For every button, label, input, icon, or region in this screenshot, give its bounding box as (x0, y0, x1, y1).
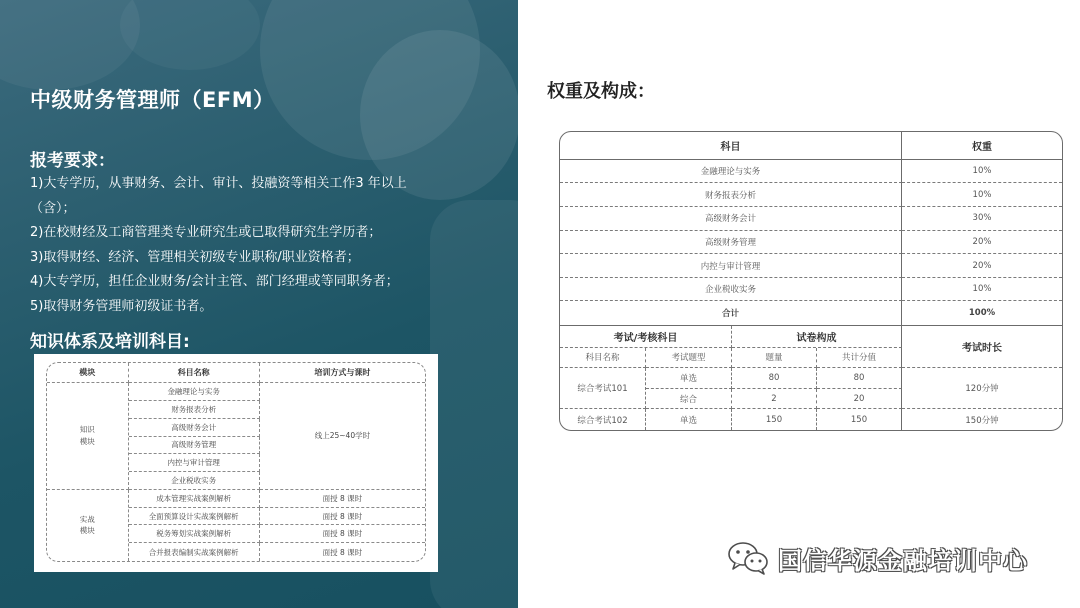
weights-table (559, 131, 1063, 431)
table-row (560, 254, 1062, 278)
exam-name-cell: 综合考试102 (560, 409, 646, 430)
wechat-icon (726, 540, 770, 576)
table-header-cell: 模块 (47, 363, 129, 383)
exam-name-cell: 综合考试101 (560, 368, 646, 409)
exam-subheader-cell: 考试题型 (646, 348, 732, 369)
module-cell (47, 383, 129, 490)
exam-count-cell: 2 (732, 389, 817, 410)
subject-cell: 内控与审计管理 (560, 254, 902, 278)
table-header-cell: 科目名称 (129, 363, 260, 383)
table-header-row (47, 363, 425, 383)
subject-cell: 高级财务管理 (129, 437, 260, 455)
footer-logo-text: 国信华源金融培训中心 (778, 546, 1028, 575)
knowledge-table (46, 362, 426, 562)
exam-type-cell: 单选 (646, 409, 732, 430)
background-shape (120, 0, 260, 70)
total-value: 100% (902, 301, 1062, 326)
exam-subheader-cell: 科目名称 (560, 348, 646, 369)
exam-type-cell: 单选 (646, 368, 732, 389)
subject-cell: 高级财务会计 (129, 419, 260, 437)
page-title: 中级财务管理师（EFM） (30, 88, 275, 112)
exam-row (560, 368, 1062, 389)
subject-cell: 全面预算设计实战案例解析 (129, 508, 260, 526)
table-row (47, 490, 425, 508)
weight-cell: 30% (902, 207, 1062, 231)
exam-subheader-cell: 题量 (732, 348, 817, 369)
table-row (560, 160, 1062, 184)
exam-score-cell: 20 (817, 389, 902, 410)
requirement-item: 1)大专学历，从事财务、会计、审计、投融资等相关工作3 年以上（含）； (30, 176, 407, 216)
exam-paper-header: 试卷构成 (732, 326, 902, 348)
table-header-row (560, 132, 1062, 160)
requirement-item: 3)取得财经、经济、管理相关初级专业职称/职业资格者； (30, 249, 360, 265)
table-row (560, 207, 1062, 231)
exam-score-cell: 80 (817, 368, 902, 389)
exam-subheader-cell: 共计分值 (817, 348, 902, 369)
subject-cell: 财务报表分析 (560, 183, 902, 207)
requirement-item: 5)取得财务管理师初级证书者。 (30, 298, 213, 314)
weight-cell: 20% (902, 254, 1062, 278)
subject-cell: 企业税收实务 (560, 278, 902, 302)
subject-cell: 税务筹划实战案例解析 (129, 525, 260, 543)
requirements-heading: 报考要求： (30, 151, 115, 171)
method-cell: 面授 8 课时 (260, 525, 425, 543)
subject-cell: 成本管理实战案例解析 (129, 490, 260, 508)
subject-cell: 金融理论与实务 (129, 383, 260, 401)
subject-cell: 高级财务会计 (560, 207, 902, 231)
exam-score-cell: 150 (817, 409, 902, 430)
total-row (560, 301, 1062, 326)
table-row (47, 383, 425, 401)
subject-cell: 金融理论与实务 (560, 160, 902, 184)
subject-cell: 企业税收实务 (129, 472, 260, 490)
background-shape (0, 0, 140, 90)
module-label: 实战 模块 (79, 515, 95, 536)
exam-type-cell: 综合 (646, 389, 732, 410)
knowledge-table-card (34, 354, 438, 572)
method-cell: 面授 8 课时 (322, 547, 363, 557)
exam-duration-header: 考试时长 (902, 326, 1062, 368)
table-row (560, 183, 1062, 207)
exam-duration-cell: 120分钟 (902, 368, 1062, 409)
method-cell: 面授 8 课时 (260, 490, 425, 508)
exam-duration-cell: 150分钟 (965, 415, 999, 426)
weight-cell: 10% (902, 183, 1062, 207)
requirements-list (30, 172, 450, 319)
table-row (560, 231, 1062, 255)
exam-header-row (560, 326, 1062, 348)
requirement-item: 2)在校财经及工商管理类专业研究生或已取得研究生学历者； (30, 225, 382, 240)
requirement-item: 4)大专学历，担任企业财务/会计主管、部门经理或等同职务者； (30, 274, 399, 289)
weight-cell: 10% (902, 278, 1062, 302)
table-header-cell: 权重 (902, 132, 1062, 160)
subject-cell: 内控与审计管理 (129, 454, 260, 472)
exam-row (560, 409, 1062, 430)
exam-count-cell: 80 (732, 368, 817, 389)
exam-count-cell: 150 (732, 409, 817, 430)
table-header-cell: 科目 (560, 132, 902, 160)
module-label: 知识 模块 (79, 425, 95, 447)
subject-cell: 高级财务管理 (560, 231, 902, 255)
weight-cell: 20% (902, 231, 1062, 255)
module-cell (47, 490, 129, 561)
subject-cell: 合并报表编制实战案例解析 (129, 543, 260, 561)
total-label: 合计 (560, 301, 902, 326)
weight-cell: 10% (902, 160, 1062, 184)
knowledge-heading: 知识体系及培训科目: (30, 332, 190, 352)
method-cell: 线上25~40学时 (260, 383, 425, 490)
weights-heading: 权重及构成： (547, 81, 655, 102)
footer-logo (726, 540, 1028, 576)
method-cell: 面授 8 课时 (260, 508, 425, 526)
table-row (560, 278, 1062, 302)
subject-cell: 财务报表分析 (129, 401, 260, 419)
exam-subject-header: 考试/考核科目 (560, 326, 732, 348)
table-header-cell: 培训方式与课时 (260, 363, 425, 383)
